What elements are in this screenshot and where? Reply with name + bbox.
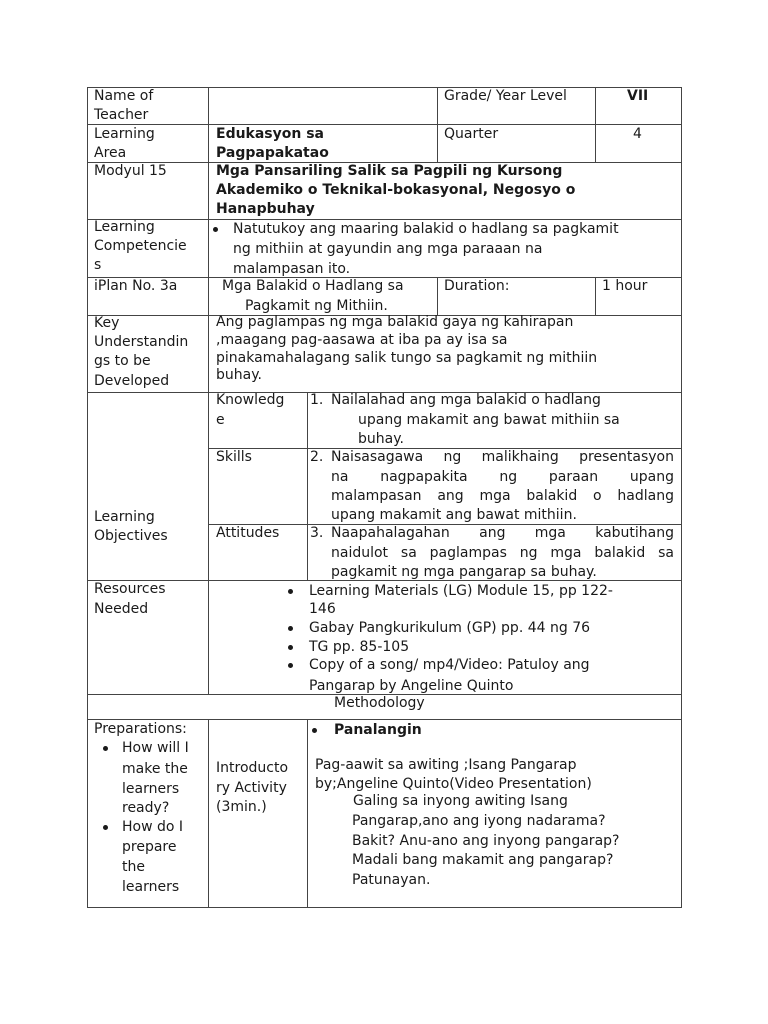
skills-line4: upang makamit ang bawat mithiin. bbox=[331, 507, 577, 523]
attitudes-word: kabutihang bbox=[595, 525, 674, 541]
skills-word: nagpapakita bbox=[380, 469, 468, 485]
key-label-line3: gs to be bbox=[94, 353, 151, 369]
bullet-icon bbox=[288, 626, 293, 631]
intro-question-2: Pangarap,ano ang iyong nadarama? bbox=[352, 813, 606, 829]
skills-word: ng bbox=[499, 469, 518, 485]
bullet-icon bbox=[213, 227, 218, 232]
bullet-icon bbox=[312, 728, 317, 733]
bullet-icon bbox=[288, 589, 293, 594]
skills-word: na bbox=[331, 469, 349, 485]
resource-4-line1: Copy of a song/ mp4/Video: Patuloy ang bbox=[309, 657, 590, 673]
knowledge-label-line2: e bbox=[216, 412, 225, 428]
la-label-line1: Learning bbox=[94, 126, 155, 142]
intro-question-5: Patunayan. bbox=[352, 872, 431, 888]
attitudes-word: ang bbox=[479, 525, 506, 541]
prep-q2-line2: prepare bbox=[122, 839, 177, 855]
skills-word: malikhaing bbox=[481, 449, 559, 465]
skills-line1 bbox=[331, 448, 674, 467]
prep-q2-line3: the bbox=[122, 859, 145, 875]
knowledge-line1: Nailalahad ang mga balakid o hadlang bbox=[331, 392, 601, 408]
modyul-title-line1: Mga Pansariling Salik sa Pagpili ng Kursong bbox=[216, 163, 563, 179]
modyul-label: Modyul 15 bbox=[94, 163, 167, 179]
intro-label-line2: ry Activity bbox=[216, 780, 287, 796]
skills-word: mga bbox=[479, 488, 511, 504]
bullet-icon bbox=[288, 645, 293, 650]
skills-word: o bbox=[593, 488, 602, 504]
competency-line1: Natutukoy ang maaring balakid o hadlang sa pagkamit bbox=[233, 221, 619, 237]
attitudes-line3: pagkamit ng mga pangarap sa buhay. bbox=[331, 564, 597, 580]
key-line3: pinakamahalagang salik tungo sa pagkamit ng mithiin bbox=[216, 350, 598, 366]
skills-word: ng bbox=[443, 449, 462, 465]
iplan-label: iPlan No. 3a bbox=[94, 278, 178, 294]
key-label-line1: Key bbox=[94, 315, 120, 331]
skills-word: presentasyon bbox=[579, 449, 674, 465]
prep-q2-line1: How do I bbox=[122, 819, 184, 835]
competencies-label-line3: s bbox=[94, 257, 102, 273]
resource-4-line2: Pangarap by Angeline Quinto bbox=[309, 678, 514, 694]
cell-name-value bbox=[208, 87, 438, 125]
skills-word: paraan bbox=[548, 469, 599, 485]
resource-2: Gabay Pangkurikulum (GP) pp. 44 ng 76 bbox=[309, 620, 591, 636]
panalangin: Panalangin bbox=[334, 722, 422, 738]
preparations-label: Preparations: bbox=[94, 721, 187, 737]
bullet-icon bbox=[103, 746, 108, 751]
resource-1-line2: 146 bbox=[309, 601, 336, 617]
knowledge-line2: upang makamit ang bawat mithiin sa bbox=[358, 412, 620, 428]
name-label-line2: Teacher bbox=[94, 107, 149, 123]
attitudes-word: paglampas bbox=[429, 545, 507, 561]
bullet-icon bbox=[288, 663, 293, 668]
skills-line2 bbox=[331, 468, 674, 487]
attitudes-word: naidulot bbox=[331, 545, 389, 561]
objectives-label-line2: Objectives bbox=[94, 528, 168, 544]
key-line1: Ang paglampas ng mga balakid gaya ng kahirapan bbox=[216, 314, 574, 330]
skills-number: 2. bbox=[310, 449, 324, 465]
objectives-label-line1: Learning bbox=[94, 509, 155, 525]
key-label-line4: Developed bbox=[94, 373, 170, 389]
cell-objectives-label bbox=[87, 392, 209, 581]
attitudes-word: ng bbox=[519, 545, 538, 561]
intro-question-4: Madali bang makamit ang pangarap? bbox=[352, 852, 614, 868]
competencies-label-line2: Competencie bbox=[94, 238, 187, 254]
skills-label: Skills bbox=[216, 449, 252, 465]
skills-word: malampasan bbox=[331, 488, 422, 504]
key-label-line2: Understandin bbox=[94, 334, 189, 350]
resource-1-line1: Learning Materials (LG) Module 15, pp 122- bbox=[309, 583, 613, 599]
skills-word: ang bbox=[437, 488, 464, 504]
key-line4: buhay. bbox=[216, 367, 262, 383]
la-value-line1: Edukasyon sa bbox=[216, 126, 325, 142]
modyul-title-line3: Hanapbuhay bbox=[216, 201, 315, 217]
iplan-title-line1: Mga Balakid o Hadlang sa bbox=[222, 278, 404, 294]
prep-q1-line4: ready? bbox=[122, 800, 170, 816]
resources-label-line2: Needed bbox=[94, 601, 149, 617]
duration-value: 1 hour bbox=[602, 278, 648, 294]
attitudes-word: sa bbox=[400, 545, 417, 561]
skills-line3 bbox=[331, 487, 674, 506]
knowledge-line3: buhay. bbox=[358, 431, 404, 447]
attitudes-word: balakid bbox=[594, 545, 646, 561]
attitudes-line1 bbox=[331, 524, 674, 543]
prep-q2-line4: learners bbox=[122, 879, 180, 895]
name-label-line1: Name of bbox=[94, 88, 154, 104]
competency-line2: ng mithiin at gayundin ang mga paraaan na bbox=[233, 241, 543, 257]
prep-q1-line2: make the bbox=[122, 761, 188, 777]
attitudes-word: sa bbox=[658, 545, 674, 561]
competencies-label-line1: Learning bbox=[94, 219, 155, 235]
intro-question-3: Bakit? Anu-ano ang inyong pangarap? bbox=[352, 833, 620, 849]
prep-q1-line1: How will I bbox=[122, 740, 189, 756]
la-value-line2: Pagpapakatao bbox=[216, 145, 329, 161]
grade-value: VII bbox=[627, 88, 649, 104]
attitudes-label: Attitudes bbox=[216, 525, 280, 541]
attitudes-word: Naapahalagahan bbox=[331, 525, 450, 541]
resources-label-line1: Resources bbox=[94, 581, 166, 597]
duration-label: Duration: bbox=[444, 278, 510, 294]
la-label-line2: Area bbox=[94, 145, 127, 161]
skills-word: balakid bbox=[526, 488, 578, 504]
methodology-label: Methodology bbox=[334, 695, 425, 711]
intro-question-1: Galing sa inyong awiting Isang bbox=[353, 793, 568, 809]
intro-label-line1: Introducto bbox=[216, 760, 289, 776]
bullet-icon bbox=[103, 825, 108, 830]
modyul-title-line2: Akademiko o Teknikal-bokasyonal, Negosyo o bbox=[216, 182, 576, 198]
attitudes-number: 3. bbox=[310, 525, 324, 541]
iplan-title-line2: Pagkamit ng Mithiin. bbox=[245, 298, 388, 314]
grade-label: Grade/ Year Level bbox=[444, 88, 567, 104]
intro-line1: Pag-aawit sa awiting ;Isang Pangarap bbox=[315, 757, 577, 773]
resource-3: TG pp. 85-105 bbox=[309, 639, 410, 655]
attitudes-word: mga bbox=[550, 545, 582, 561]
skills-word: hadlang bbox=[617, 488, 674, 504]
knowledge-label-line1: Knowledg bbox=[216, 392, 285, 408]
competency-line3: malampasan ito. bbox=[233, 261, 351, 277]
attitudes-line2 bbox=[331, 544, 674, 563]
quarter-label: Quarter bbox=[444, 126, 499, 142]
attitudes-word: mga bbox=[534, 525, 566, 541]
intro-label-line3: (3min.) bbox=[216, 799, 267, 815]
knowledge-number: 1. bbox=[310, 392, 324, 408]
skills-word: upang bbox=[629, 469, 674, 485]
key-line2: ,maagang pag-aasawa at iba pa ay isa sa bbox=[216, 332, 508, 348]
intro-line2: by;Angeline Quinto(Video Presentation) bbox=[315, 776, 592, 792]
quarter-value: 4 bbox=[633, 126, 642, 142]
skills-word: Naisasagawa bbox=[331, 449, 424, 465]
prep-q1-line3: learners bbox=[122, 781, 180, 797]
